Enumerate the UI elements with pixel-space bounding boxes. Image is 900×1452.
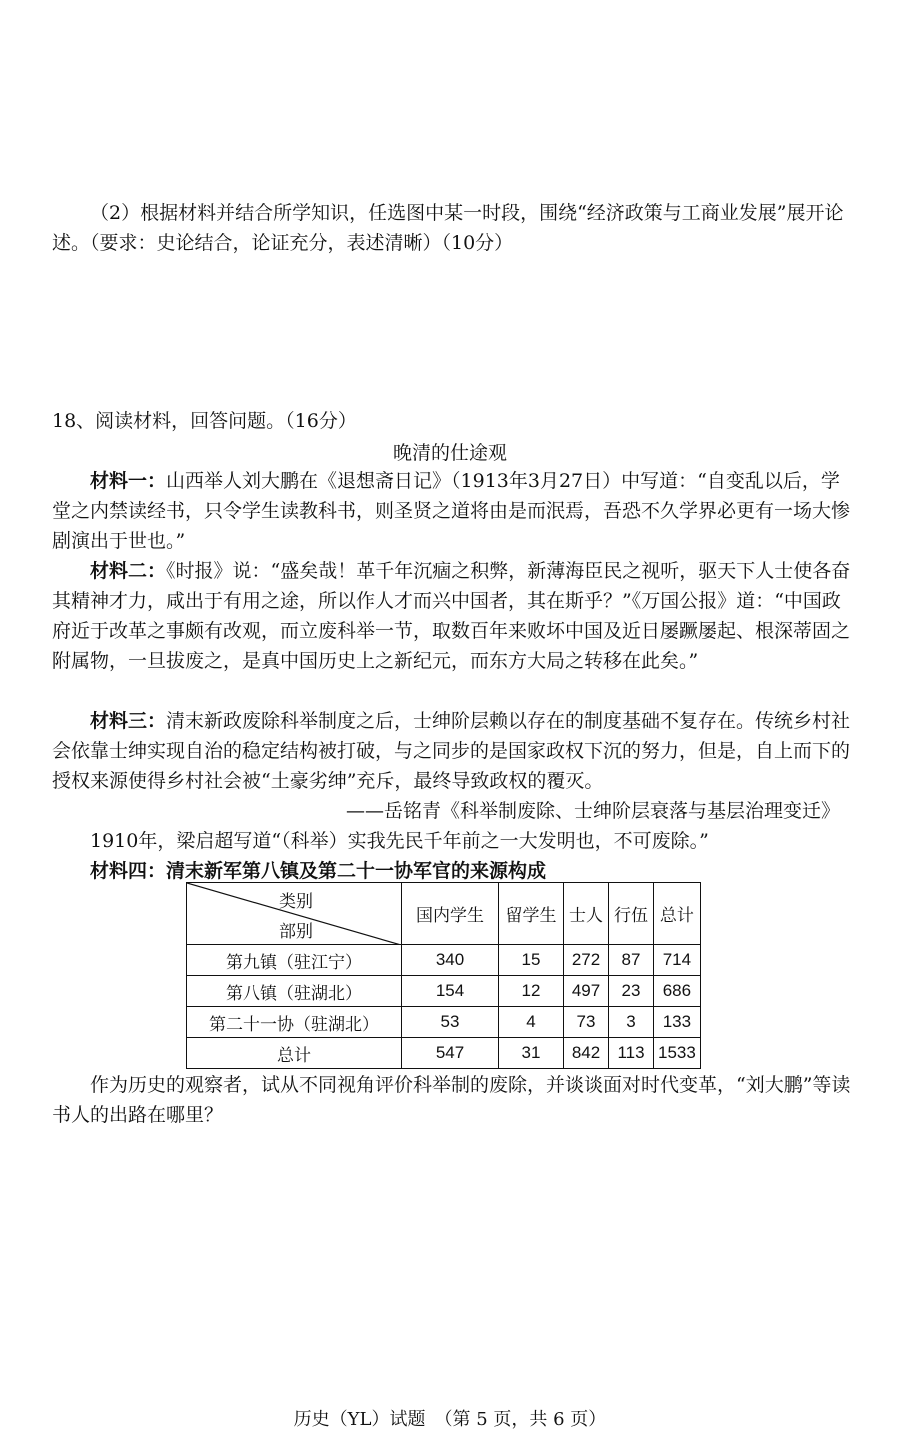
table-row [187, 1007, 701, 1038]
table-cell: 73 [564, 1007, 609, 1038]
table-cell: 497 [564, 976, 609, 1007]
table-cell: 113 [609, 1038, 654, 1069]
corner-top-label: 类别 [279, 892, 313, 912]
table-cell: 12 [499, 976, 564, 1007]
material-title: 晚清的仕途观 [392, 442, 507, 464]
question-17-part-2: （2）根据材料并结合所学知识，任选图中某一时段，围绕“经济政策与工商业发展”展开论述。（要求：史论结合，论证充分，表述清晰）（10分） [52, 202, 844, 254]
table-header: 总计 [654, 883, 701, 945]
table-header: 国内学生 [402, 883, 499, 945]
material-4-label: 材料四： [90, 860, 167, 882]
material-2-text: 《时报》说：“盛矣哉！革千年沉痼之积弊，新薄海臣民之视听，驱天下人士使各奋其精神才力，咸出于有用之途，所以作人才而兴中国者，其在斯乎？”《万国公报》道：“中国政府近于改革之事颇有改观，而立废科举一节，取数百年来败坏中国及近日屡蹶屡起、根深蒂固之附属物，一旦拔废之，是真中国历史上之新纪元，而东方大局之转移在此矣。” [52, 560, 851, 672]
material-1-label: 材料一： [90, 470, 167, 492]
table-cell: 272 [564, 945, 609, 976]
table-cell: 842 [564, 1038, 609, 1069]
material-4-text: 清末新军第八镇及第二十一协军官的来源构成 [166, 860, 547, 882]
liang-qichao-quote: 1910年，梁启超写道“（科举）实我先民千年前之一大发明也，不可废除。” [90, 830, 709, 852]
material-3-label: 材料三： [90, 710, 167, 732]
table-header: 行伍 [609, 883, 654, 945]
corner-bottom-label: 部别 [279, 922, 313, 942]
question-18-prompt: 作为历史的观察者，试从不同视角评价科举制的废除，并谈谈面对时代变革，“刘大鹏”等读书人的出路在哪里？ [52, 1074, 851, 1126]
material-2-label: 材料二： [90, 560, 167, 582]
row-label: 第九镇（驻江宁） [187, 945, 402, 976]
table-cell: 547 [402, 1038, 499, 1069]
material-3-source: ——岳铭青《科举制废除、士绅阶层衰落与基层治理变迁》 [345, 800, 840, 822]
table-header: 留学生 [499, 883, 564, 945]
table-cell: 154 [402, 976, 499, 1007]
material-1-text: 山西举人刘大鹏在《退想斋日记》（1913年3月27日）中写道：“自变乱以后，学堂之内禁读经书，只令学生读教科书，则圣贤之道将由是而泯焉，吾恐不久学界必更有一场大惨剧演出于世也。” [52, 470, 851, 552]
row-label: 第八镇（驻湖北） [187, 976, 402, 1007]
table-cell: 53 [402, 1007, 499, 1038]
row-label: 第二十一协（驻湖北） [187, 1007, 402, 1038]
table-cell: 87 [609, 945, 654, 976]
question-18-stem: 18、阅读材料，回答问题。（16分） [52, 410, 357, 432]
row-label: 总计 [187, 1038, 402, 1069]
table-corner-cell [187, 883, 402, 945]
material-1 [52, 466, 852, 556]
table-cell: 1533 [654, 1038, 701, 1069]
table-cell: 133 [654, 1007, 701, 1038]
material-3-text: 清末新政废除科举制度之后，士绅阶层赖以存在的制度基础不复存在。传统乡村社会依靠士绅实现自治的稳定结构被打破，与之同步的是国家政权下沉的努力，但是，自上而下的授权来源使得乡村社会被“土豪劣绅”充斥，最终导致政权的覆灭。 [52, 710, 851, 792]
table-cell: 23 [609, 976, 654, 1007]
table-cell: 4 [499, 1007, 564, 1038]
table-header-row [187, 883, 701, 945]
table-cell: 714 [654, 945, 701, 976]
table-cell: 31 [499, 1038, 564, 1069]
material-2 [52, 556, 852, 676]
table-total-row [187, 1038, 701, 1069]
table-row [187, 945, 701, 976]
table-cell: 686 [654, 976, 701, 1007]
table-header: 士人 [564, 883, 609, 945]
table-cell: 3 [609, 1007, 654, 1038]
page-footer: 历史（YL）试题 （第 5 页，共 6 页） [293, 1409, 607, 1430]
material-3 [52, 706, 852, 796]
table-cell: 340 [402, 945, 499, 976]
table-row [187, 976, 701, 1007]
table-cell: 15 [499, 945, 564, 976]
officer-source-table [186, 882, 701, 1069]
